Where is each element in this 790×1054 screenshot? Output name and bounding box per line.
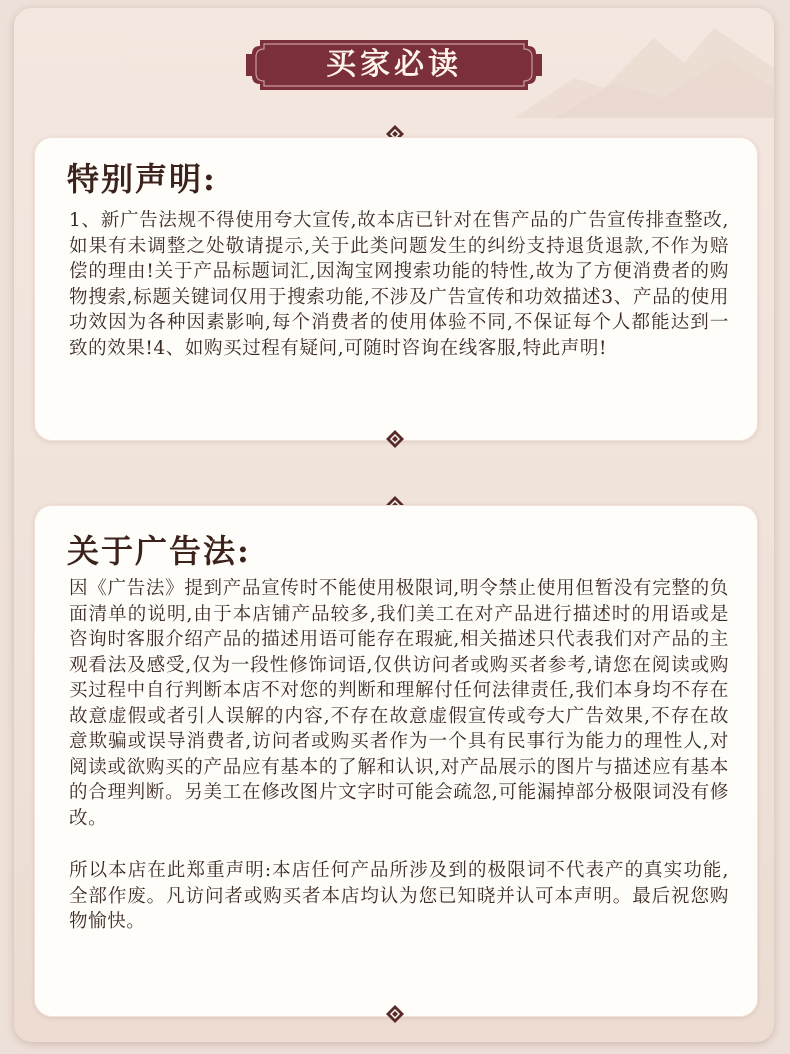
ad-law-card: [34, 505, 758, 1017]
special-notice-body: 1、新广告法规不得使用夸大宣传,故本店已针对在售产品的广告宣传排查整改,如果有未调整之处敬请提示,关于此类问题发生的纠纷支持退货退款,不作为赔偿的理由!关于产品标题词汇,因淘宝网搜索功能的特性,故为了方便消费者的购物搜索,标题关键词仅用于搜索功能,不涉及广告宣传和功效描述3、产品的使用功效因为各种因素影响,每个消费者的使用体验不同,不保证每个人都能达到一致的效果!4、如购买过程有疑问,可随时咨询在线客服,特此声明!: [69, 210, 729, 359]
diamond-ornament: [386, 1005, 404, 1023]
ad-law-heading: 关于广告法:: [67, 532, 251, 570]
mountain-decoration: [514, 8, 774, 118]
title-banner: [246, 40, 542, 90]
special-notice-heading: 特别声明:: [67, 160, 217, 198]
banner-title: 买家必读: [326, 47, 462, 82]
ad-law-body: 因《广告法》提到产品宣传时不能使用极限词,明令禁止使用但暂没有完整的负面清单的说明,由于本店铺产品较多,我们美工在对产品进行描述时的用语或是咨询时客服介绍产品的描述用语可能存在瑕疵,相关描述只代表我们对产品的主观看法及感受,仅为一段性修饰词语,仅供访问者或购买者参考,请您在阅读或购买过程中自行判断本店不对您的判断和理解付任何法律责任,我们本身均不存在故意虚假或者引人误解的内容,不存在故意虚假宣传或夸大广告效果,不存在故意欺骗或误导消费者,访问者或购买者作为一个具有民事行为能力的理性人,对阅读或欲购买的产品应有基本的了解和认识,对产品展示的图片与描述应有基本的合理判断。另美工在修改图片文字时可能会疏忽,可能漏掉部分极限词没有修改。: [69, 578, 729, 829]
diamond-ornament: [386, 430, 404, 448]
special-notice-card: [34, 137, 758, 441]
ad-law-closing: 所以本店在此郑重声明:本店任何产品所涉及到的极限词不代表产的真实功能,全部作废。凡访问者或购买者本店均认为您已知晓并认可本声明。最后祝您购物愉快。: [69, 860, 729, 932]
ad-law-text: [69, 576, 729, 935]
